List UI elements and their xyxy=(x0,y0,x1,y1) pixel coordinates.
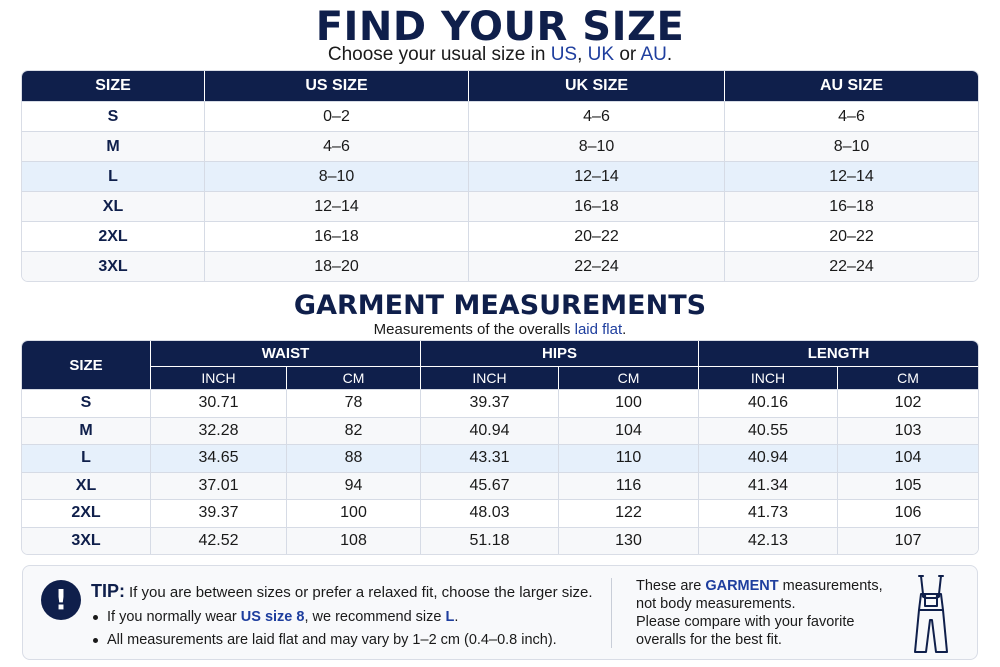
garment-measurements-table xyxy=(22,341,978,554)
page-title: FIND YOUR SIZE xyxy=(315,4,685,50)
size-value-cell: 16–18 xyxy=(205,221,469,251)
garment-unit-row xyxy=(22,366,978,389)
size-label-cell: L xyxy=(22,444,151,472)
size-value-cell: 20–22 xyxy=(725,221,978,251)
measurement-cell: 104 xyxy=(559,417,699,445)
size-value-cell: 4–6 xyxy=(469,101,725,131)
size-value-cell: 12–14 xyxy=(205,191,469,221)
measurement-cell: 94 xyxy=(287,472,421,500)
measurement-cell: 116 xyxy=(559,472,699,500)
measurement-cell: 100 xyxy=(559,389,699,417)
measurement-cell: 102 xyxy=(838,389,978,417)
table-row xyxy=(22,472,978,500)
note-text: measurements, xyxy=(778,578,883,594)
note-line-2: not body measurements. xyxy=(636,596,796,612)
note-text: These are xyxy=(636,578,706,594)
size-label-cell: M xyxy=(22,131,205,161)
measurement-cell: 107 xyxy=(838,527,978,555)
size-value-cell: 20–22 xyxy=(469,221,725,251)
table-row xyxy=(22,101,978,131)
size-label-cell: 3XL xyxy=(22,251,205,281)
measurement-cell: 105 xyxy=(838,472,978,500)
measurement-cell: 41.34 xyxy=(699,472,838,500)
table-row xyxy=(22,499,978,527)
bullet-text: . xyxy=(454,609,459,625)
unit-hips-cm: CM xyxy=(559,366,699,389)
measurement-cell: 108 xyxy=(287,527,421,555)
measurement-cell: 106 xyxy=(838,499,978,527)
garment-header-row xyxy=(22,341,978,366)
note-line-3: Please compare with your favorite xyxy=(636,614,855,630)
bullet-highlight: US size 8 xyxy=(240,609,305,625)
overalls-icon xyxy=(903,572,959,656)
measurement-cell: 78 xyxy=(287,389,421,417)
subtitle-text: Choose your usual size in xyxy=(327,44,551,65)
measurement-cell: 39.37 xyxy=(151,499,287,527)
garment-note xyxy=(636,577,906,649)
note-highlight: GARMENT xyxy=(705,578,779,594)
measurement-cell: 45.67 xyxy=(421,472,559,500)
subtitle-uk: UK xyxy=(587,44,615,65)
note-line-1 xyxy=(636,577,906,595)
garment-subtitle-text: Measurements of the overalls xyxy=(373,321,575,338)
size-value-cell: 12–14 xyxy=(725,161,978,191)
table-row xyxy=(22,444,978,472)
tip-text: If you are between sizes or prefer a relaxed fit, choose the larger size. xyxy=(129,584,593,601)
size-label-cell: L xyxy=(22,161,205,191)
page-subtitle xyxy=(0,44,1000,66)
measurement-cell: 82 xyxy=(287,417,421,445)
table-row xyxy=(22,417,978,445)
table-row xyxy=(22,221,978,251)
size-label-cell: 3XL xyxy=(22,527,151,555)
bullet-text: , we recommend size xyxy=(304,609,446,625)
size-value-cell: 12–14 xyxy=(469,161,725,191)
table-row xyxy=(22,131,978,161)
size-value-cell: 0–2 xyxy=(205,101,469,131)
bullet-text: All measurements are laid flat and may vary by 1–2 cm (0.4–0.8 inch). xyxy=(107,632,557,648)
measurement-cell: 130 xyxy=(559,527,699,555)
measurement-cell: 37.01 xyxy=(151,472,287,500)
unit-waist-inch: INCH xyxy=(151,366,287,389)
size-value-cell: 8–10 xyxy=(469,131,725,161)
measurement-cell: 40.94 xyxy=(699,444,838,472)
tip-line xyxy=(91,581,593,602)
size-label-cell: S xyxy=(22,101,205,131)
measurement-cell: 42.13 xyxy=(699,527,838,555)
header-uk-size: UK SIZE xyxy=(469,71,725,101)
size-value-cell: 4–6 xyxy=(205,131,469,161)
bullet-dot xyxy=(93,638,98,643)
garment-subtitle-highlight: laid flat xyxy=(574,321,623,338)
size-value-cell: 16–18 xyxy=(725,191,978,221)
size-label-cell: XL xyxy=(22,191,205,221)
tip-bullet-1 xyxy=(93,609,458,625)
unit-length-cm: CM xyxy=(838,366,978,389)
unit-waist-cm: CM xyxy=(287,366,421,389)
size-label-cell: 2XL xyxy=(22,221,205,251)
exclamation-icon: ! xyxy=(41,580,81,620)
garment-subtitle xyxy=(0,321,1000,338)
header-us-size: US SIZE xyxy=(205,71,469,101)
measurement-cell: 34.65 xyxy=(151,444,287,472)
subtitle-sep: or xyxy=(614,44,641,65)
measurement-cell: 51.18 xyxy=(421,527,559,555)
size-table-header-row xyxy=(22,71,978,101)
subtitle-end: . xyxy=(666,44,673,65)
note-line-4: overalls for the best fit. xyxy=(636,632,782,648)
tip-divider xyxy=(611,578,612,648)
table-row xyxy=(22,191,978,221)
size-value-cell: 18–20 xyxy=(205,251,469,281)
unit-length-inch: INCH xyxy=(699,366,838,389)
size-value-cell: 22–24 xyxy=(469,251,725,281)
measurement-cell: 30.71 xyxy=(151,389,287,417)
measurement-cell: 103 xyxy=(838,417,978,445)
subtitle-sep: , xyxy=(577,44,588,65)
garment-title: GARMENT MEASUREMENTS xyxy=(293,290,707,321)
header-au-size: AU SIZE xyxy=(725,71,978,101)
measurement-cell: 43.31 xyxy=(421,444,559,472)
bullet-text: If you normally wear xyxy=(107,609,241,625)
size-value-cell: 8–10 xyxy=(725,131,978,161)
measurement-cell: 40.16 xyxy=(699,389,838,417)
size-label-cell: S xyxy=(22,389,151,417)
header-size: SIZE xyxy=(22,71,205,101)
header-waist: WAIST xyxy=(151,341,421,366)
size-value-cell: 16–18 xyxy=(469,191,725,221)
measurement-cell: 88 xyxy=(287,444,421,472)
size-value-cell: 8–10 xyxy=(205,161,469,191)
bullet-dot xyxy=(93,615,98,620)
garment-subtitle-end: . xyxy=(622,321,627,338)
size-label-cell: XL xyxy=(22,472,151,500)
bullet-highlight: L xyxy=(445,609,455,625)
size-value-cell: 4–6 xyxy=(725,101,978,131)
measurement-cell: 41.73 xyxy=(699,499,838,527)
table-row xyxy=(22,527,978,555)
measurement-cell: 122 xyxy=(559,499,699,527)
tip-label: TIP: xyxy=(91,581,125,601)
tip-bullet-2 xyxy=(93,632,557,648)
table-row xyxy=(22,251,978,281)
measurement-cell: 104 xyxy=(838,444,978,472)
size-label-cell: 2XL xyxy=(22,499,151,527)
measurement-cell: 32.28 xyxy=(151,417,287,445)
measurement-cell: 39.37 xyxy=(421,389,559,417)
table-row xyxy=(22,161,978,191)
unit-hips-inch: INCH xyxy=(421,366,559,389)
header-length: LENGTH xyxy=(699,341,978,366)
size-label-cell: M xyxy=(22,417,151,445)
measurement-cell: 110 xyxy=(559,444,699,472)
subtitle-au: AU xyxy=(640,44,667,65)
header-size: SIZE xyxy=(22,341,151,389)
measurement-cell: 40.94 xyxy=(421,417,559,445)
measurement-cell: 100 xyxy=(287,499,421,527)
subtitle-us: US xyxy=(550,44,578,65)
measurement-cell: 42.52 xyxy=(151,527,287,555)
measurement-cell: 40.55 xyxy=(699,417,838,445)
tip-box xyxy=(22,565,978,660)
size-conversion-table xyxy=(22,71,978,281)
header-hips: HIPS xyxy=(421,341,699,366)
table-row xyxy=(22,389,978,417)
measurement-cell: 48.03 xyxy=(421,499,559,527)
size-value-cell: 22–24 xyxy=(725,251,978,281)
